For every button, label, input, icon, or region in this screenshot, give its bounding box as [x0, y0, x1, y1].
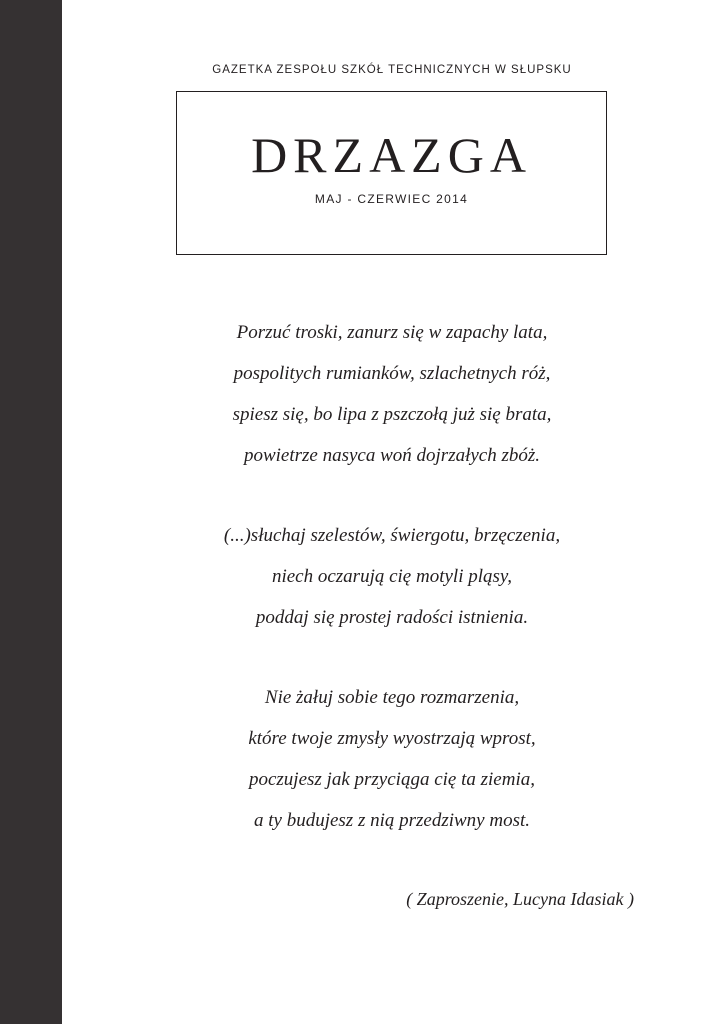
stanza-1	[62, 312, 722, 476]
poem	[62, 312, 722, 880]
poem-line: (...)słuchaj szelestów, świergotu, brzęczenia,	[223, 525, 561, 546]
poem-line: Nie żałuj sobie tego rozmarzenia,	[264, 687, 520, 708]
masthead-box	[176, 91, 607, 255]
poem-line: spiesz się, bo lipa z pszczołą już się brata,	[232, 404, 552, 425]
side-bar	[0, 0, 62, 1024]
issue-date: MAJ - CZERWIEC 2014	[314, 192, 469, 206]
masthead-title: DRZAZGA	[251, 127, 532, 183]
poem-line: poczujesz jak przyciąga cię ta ziemia,	[248, 769, 535, 790]
poem-line: które twoje zmysły wyostrzają wprost,	[248, 728, 536, 749]
poem-line: pospolitych rumianków, szlachetnych róż,	[233, 363, 551, 384]
poem-line: niech oczarują cię motyli pląsy,	[271, 566, 513, 587]
poem-line: poddaj się prostej radości istnienia.	[255, 607, 529, 628]
stanza-2	[62, 515, 722, 638]
publisher-line: GAZETKA ZESPOŁU SZKÓŁ TECHNICZNYCH W SŁUPSKU	[212, 64, 572, 76]
poem-line: Porzuć troski, zanurz się w zapachy lata,	[236, 322, 548, 343]
poem-line: a ty budujesz z nią przedziwny most.	[253, 810, 531, 831]
poem-attribution: ( Zaproszenie, Lucyna Idasiak )	[406, 889, 634, 909]
poem-line: powietrze nasyca woń dojrzałych zbóż.	[243, 445, 541, 466]
stanza-3	[62, 677, 722, 841]
